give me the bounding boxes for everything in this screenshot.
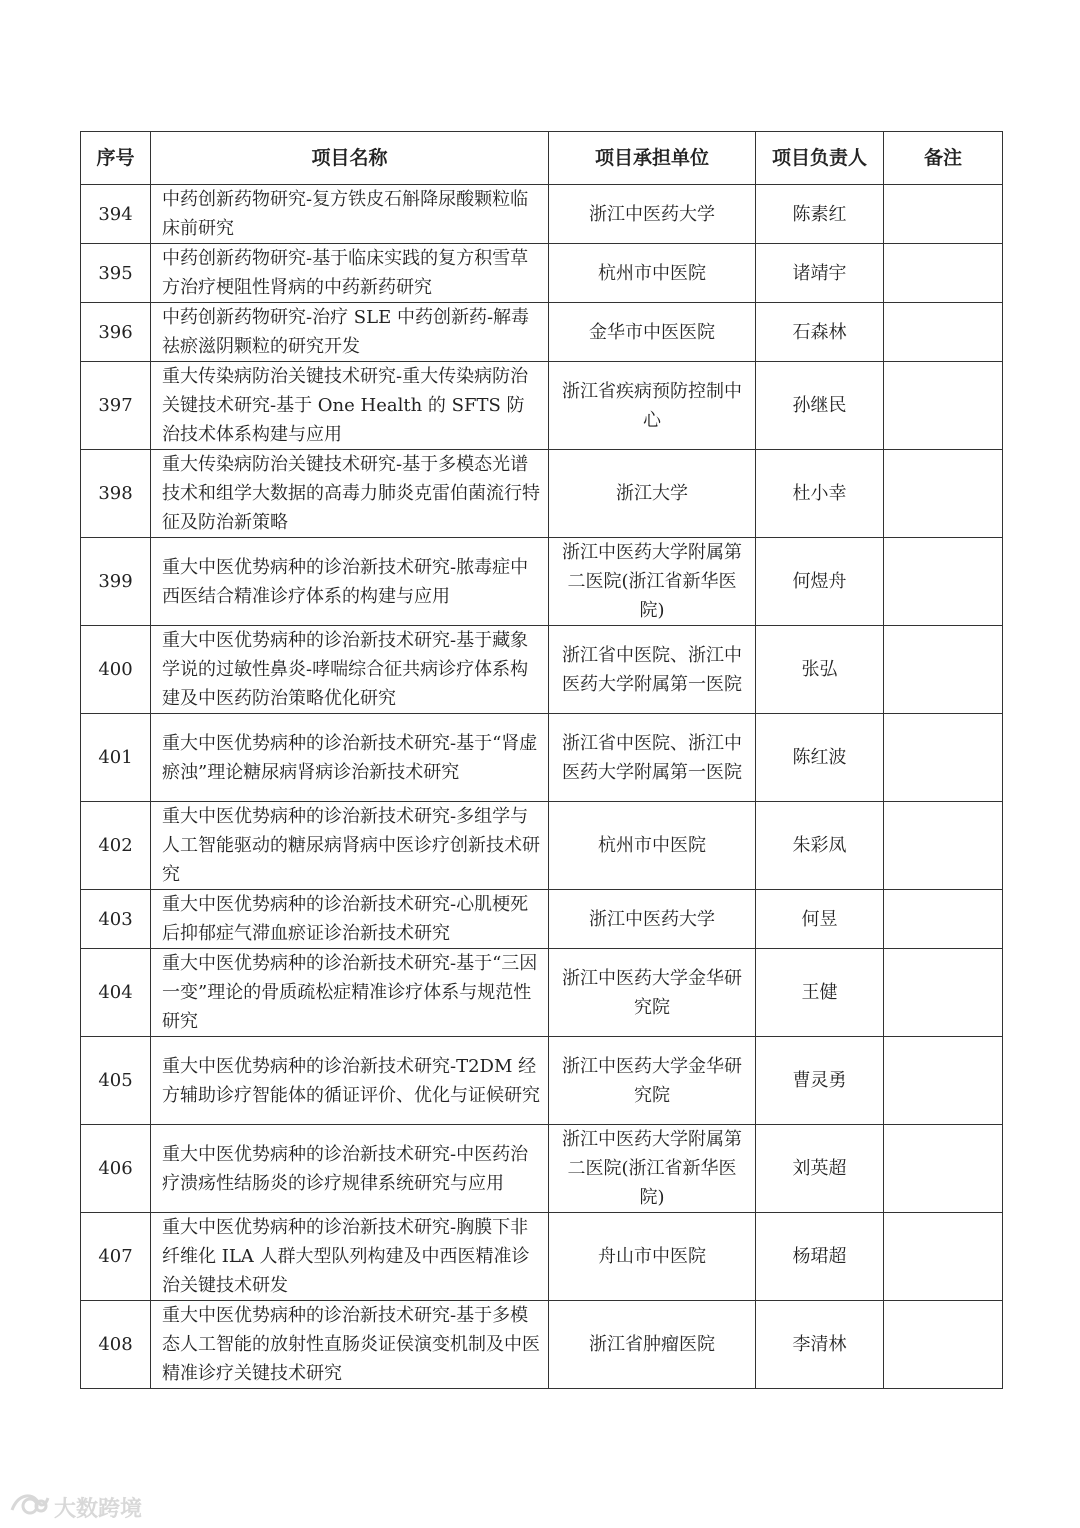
- header-no: 序号: [81, 132, 151, 185]
- row-unit: 浙江中医药大学附属第二医院(浙江省新华医院): [549, 1125, 756, 1213]
- table-row: [81, 1037, 1003, 1125]
- row-note: [884, 1301, 1003, 1389]
- row-leader: 何煜舟: [756, 538, 884, 626]
- row-project-name: 中药创新药物研究-基于临床实践的复方积雪草方治疗梗阻性肾病的中药新药研究: [151, 244, 549, 303]
- row-number: 406: [81, 1125, 151, 1213]
- table-header-row: [81, 132, 1003, 185]
- row-note: [884, 890, 1003, 949]
- row-unit: 浙江中医药大学: [549, 890, 756, 949]
- row-number: 395: [81, 244, 151, 303]
- row-project-name: 重大中医优势病种的诊治新技术研究-基于多模态人工智能的放射性直肠炎证侯演变机制及中医精准诊疗关键技术研究: [151, 1301, 549, 1389]
- row-unit: 浙江省中医院、浙江中医药大学附属第一医院: [549, 626, 756, 714]
- row-unit: 杭州市中医院: [549, 244, 756, 303]
- row-number: 394: [81, 185, 151, 244]
- row-project-name: 重大中医优势病种的诊治新技术研究-脓毒症中西医结合精准诊疗体系的构建与应用: [151, 538, 549, 626]
- row-unit: 浙江中医药大学附属第二医院(浙江省新华医院): [549, 538, 756, 626]
- table-row: [81, 1213, 1003, 1301]
- table-row: [81, 802, 1003, 890]
- row-note: [884, 244, 1003, 303]
- row-project-name: 重大中医优势病种的诊治新技术研究-多组学与人工智能驱动的糖尿病肾病中医诊疗创新技术研究: [151, 802, 549, 890]
- logo-icon: [8, 1490, 54, 1524]
- header-unit: 项目承担单位: [549, 132, 756, 185]
- row-leader: 刘英超: [756, 1125, 884, 1213]
- row-project-name: 重大中医优势病种的诊治新技术研究-基于藏象学说的过敏性鼻炎-哮喘综合征共病诊疗体系构建及中医药防治策略优化研究: [151, 626, 549, 714]
- header-leader: 项目负责人: [756, 132, 884, 185]
- row-leader: 诸靖宇: [756, 244, 884, 303]
- row-project-name: 重大传染病防治关键技术研究-重大传染病防治关键技术研究-基于 One Health 的 SFTS 防治技术体系构建与应用: [151, 362, 549, 450]
- row-number: 404: [81, 949, 151, 1037]
- table-row: [81, 450, 1003, 538]
- row-unit: 浙江省疾病预防控制中心: [549, 362, 756, 450]
- row-unit: 浙江中医药大学金华研究院: [549, 949, 756, 1037]
- row-number: 403: [81, 890, 151, 949]
- row-number: 397: [81, 362, 151, 450]
- watermark: [8, 1490, 142, 1524]
- row-leader: 朱彩凤: [756, 802, 884, 890]
- table-row: [81, 185, 1003, 244]
- row-unit: 浙江省肿瘤医院: [549, 1301, 756, 1389]
- header-note: 备注: [884, 132, 1003, 185]
- table-row: [81, 538, 1003, 626]
- table-row: [81, 303, 1003, 362]
- row-note: [884, 802, 1003, 890]
- row-unit: 杭州市中医院: [549, 802, 756, 890]
- row-leader: 石森林: [756, 303, 884, 362]
- table-row: [81, 949, 1003, 1037]
- row-leader: 曹灵勇: [756, 1037, 884, 1125]
- row-leader: 李清林: [756, 1301, 884, 1389]
- row-unit: 浙江中医药大学金华研究院: [549, 1037, 756, 1125]
- row-note: [884, 450, 1003, 538]
- row-leader: 孙继民: [756, 362, 884, 450]
- row-number: 396: [81, 303, 151, 362]
- row-note: [884, 538, 1003, 626]
- row-leader: 陈素红: [756, 185, 884, 244]
- row-project-name: 重大中医优势病种的诊治新技术研究-中医药治疗溃疡性结肠炎的诊疗规律系统研究与应用: [151, 1125, 549, 1213]
- table-row: [81, 890, 1003, 949]
- row-note: [884, 1213, 1003, 1301]
- row-project-name: 重大中医优势病种的诊治新技术研究-T2DM 经方辅助诊疗智能体的循证评价、优化与证候研究: [151, 1037, 549, 1125]
- row-project-name: 重大中医优势病种的诊治新技术研究-基于“三因一变”理论的骨质疏松症精准诊疗体系与规范性研究: [151, 949, 549, 1037]
- row-leader: 杨珺超: [756, 1213, 884, 1301]
- row-note: [884, 949, 1003, 1037]
- header-project-name: 项目名称: [151, 132, 549, 185]
- table-row: [81, 626, 1003, 714]
- row-number: 405: [81, 1037, 151, 1125]
- row-leader: 何昱: [756, 890, 884, 949]
- row-unit: 舟山市中医院: [549, 1213, 756, 1301]
- table-row: [81, 1301, 1003, 1389]
- row-note: [884, 303, 1003, 362]
- watermark-text: 大数跨境: [54, 1496, 143, 1522]
- row-number: 407: [81, 1213, 151, 1301]
- table-row: [81, 362, 1003, 450]
- table-row: [81, 714, 1003, 802]
- row-number: 399: [81, 538, 151, 626]
- row-unit: 金华市中医医院: [549, 303, 756, 362]
- row-number: 402: [81, 802, 151, 890]
- row-note: [884, 1037, 1003, 1125]
- row-unit: 浙江省中医院、浙江中医药大学附属第一医院: [549, 714, 756, 802]
- row-note: [884, 626, 1003, 714]
- project-table: [80, 131, 1003, 1389]
- row-number: 401: [81, 714, 151, 802]
- table-row: [81, 1125, 1003, 1213]
- row-unit: 浙江中医药大学: [549, 185, 756, 244]
- row-note: [884, 714, 1003, 802]
- table-row: [81, 244, 1003, 303]
- row-project-name: 重大中医优势病种的诊治新技术研究-心肌梗死后抑郁症气滞血瘀证诊治新技术研究: [151, 890, 549, 949]
- row-project-name: 重大传染病防治关键技术研究-基于多模态光谱技术和组学大数据的高毒力肺炎克雷伯菌流行特征及防治新策略: [151, 450, 549, 538]
- row-number: 398: [81, 450, 151, 538]
- row-project-name: 中药创新药物研究-治疗 SLE 中药创新药-解毒祛瘀滋阴颗粒的研究开发: [151, 303, 549, 362]
- row-note: [884, 1125, 1003, 1213]
- row-project-name: 重大中医优势病种的诊治新技术研究-基于“肾虚瘀浊”理论糖尿病肾病诊治新技术研究: [151, 714, 549, 802]
- row-project-name: 重大中医优势病种的诊治新技术研究-胸膜下非纤维化 ILA 人群大型队列构建及中西医精准诊治关键技术研发: [151, 1213, 549, 1301]
- row-leader: 张弘: [756, 626, 884, 714]
- row-note: [884, 362, 1003, 450]
- row-project-name: 中药创新药物研究-复方铁皮石斛降尿酸颗粒临床前研究: [151, 185, 549, 244]
- row-number: 408: [81, 1301, 151, 1389]
- row-leader: 杜小幸: [756, 450, 884, 538]
- row-leader: 王健: [756, 949, 884, 1037]
- row-number: 400: [81, 626, 151, 714]
- row-leader: 陈红波: [756, 714, 884, 802]
- row-unit: 浙江大学: [549, 450, 756, 538]
- row-note: [884, 185, 1003, 244]
